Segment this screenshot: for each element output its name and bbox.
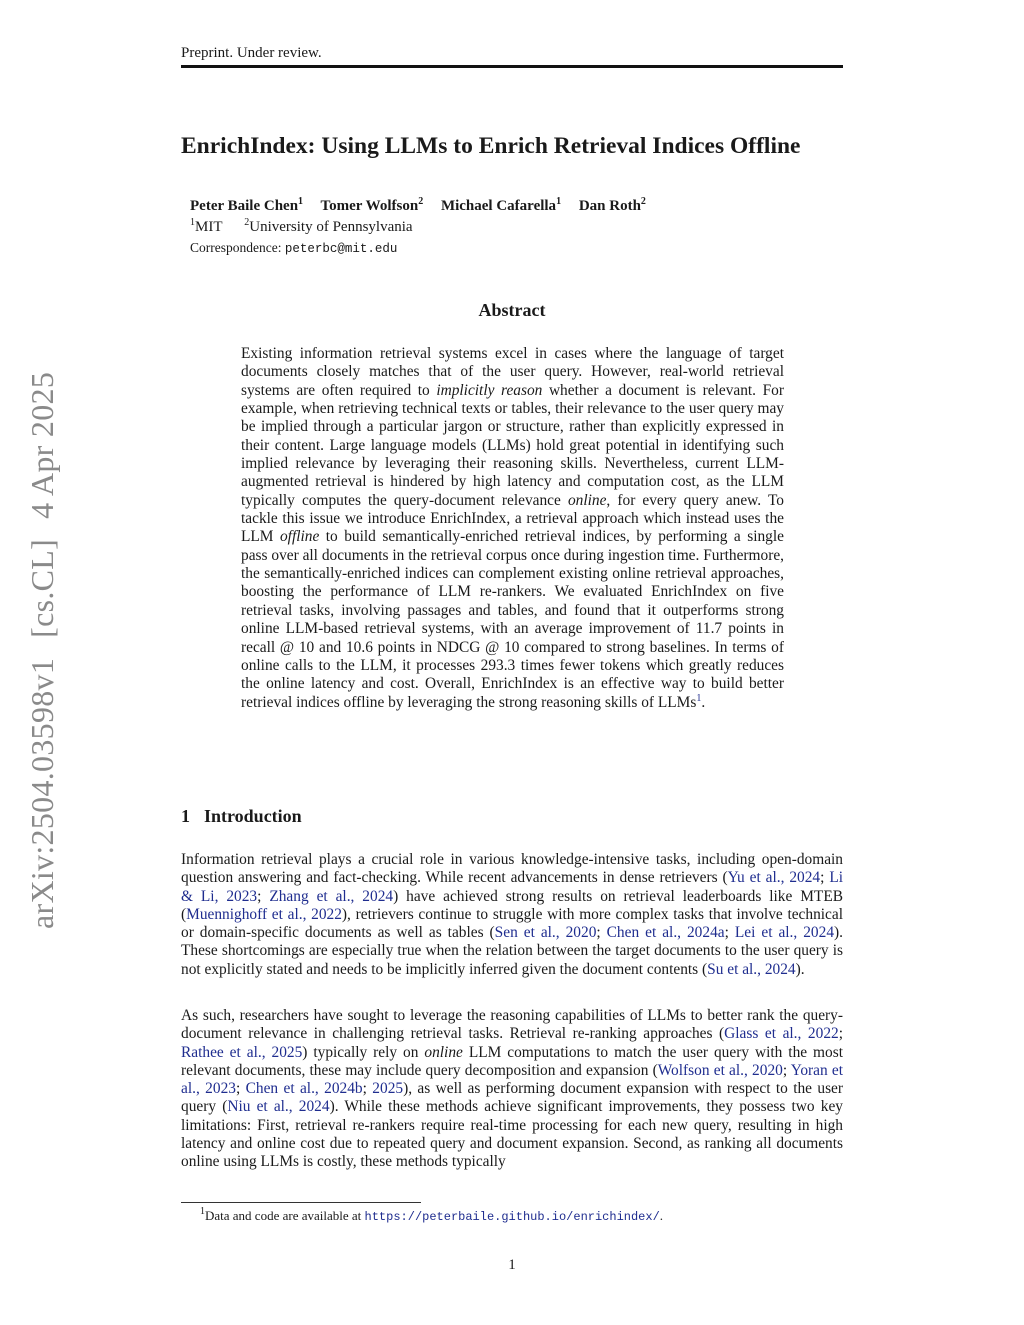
affiliation-list: [190, 217, 850, 237]
citation-link[interactable]: Chen et al., 2024b: [245, 1080, 363, 1098]
paper-title: EnrichIndex: Using LLMs to Enrich Retrieval Indices Offline: [181, 133, 801, 159]
citation-link[interactable]: Su et al., 2024: [707, 960, 796, 978]
arxiv-category: [cs.CL]: [24, 538, 60, 638]
arxiv-stamp: [24, 359, 61, 929]
citation-link[interactable]: Yu et al., 2024: [727, 869, 821, 887]
footnote: $^1$Data and code are available at https://peterbaile.github.io/enrichindex/.: [200, 1206, 664, 1224]
email-link[interactable]: peterbc@mit.edu: [284, 242, 398, 256]
citation-link[interactable]: Li & Li, 2023: [181, 869, 843, 905]
page-header: [181, 44, 843, 68]
citation-link[interactable]: 2025: [372, 1080, 404, 1098]
citation-link[interactable]: Muennighoff et al., 2022: [186, 905, 342, 923]
affiliation: $^1$MIT: [190, 217, 223, 235]
citation-link[interactable]: Rathee et al., 2025: [181, 1043, 303, 1061]
citation-link[interactable]: Wolfson et al., 2020: [657, 1061, 783, 1079]
arxiv-date: 4 Apr 2025: [24, 371, 60, 519]
footnote-divider: [181, 1202, 421, 1203]
citation-link[interactable]: Zhang et al., 2024: [269, 887, 394, 905]
author: Dan Roth$^2$: [578, 196, 646, 214]
author: Michael Cafarella$^1$: [440, 196, 562, 214]
correspondence: Correspondence: peterbc@mit.edu: [190, 240, 398, 256]
page-number: 1: [508, 1257, 516, 1273]
arxiv-id[interactable]: arXiv:2504.03598v1: [24, 657, 60, 929]
citation-link[interactable]: Glass et al., 2022: [724, 1025, 839, 1043]
citation-link[interactable]: Lei et al., 2024: [734, 924, 835, 942]
footnote-ref[interactable]: 1: [696, 692, 702, 704]
intro-paragraph-1: Information retrieval plays a crucial role in various knowledge-intensive tasks, including open-domain question answering and fact-checking. While recent advancements in dense retrievers (Yu et al., 2024; Li & Li, 2023; Zhang et al., 2024) have achieved strong results on retrieval leaderboards like MTEB (Muennighoff et al., 2022), retrievers continue to struggle with more complex tasks that involve technical or domain-specific documents as well as tables (Sen et al., 2020; Chen et al., 2024a; Lei et al., 2024). These shortcomings are especially true when the relation between the target documents to the user query is not explicitly stated and needs to be implicitly inferred given the document contents (Su et al., 2024).: [181, 851, 843, 978]
abstract-body: Existing information retrieval systems excel in cases where the language of target documents closely matches that of the user query. However, real-world retrieval systems are often required to implicitly reason whether a document is relevant. For example, when retrieving technical texts or tables, their relevance to the user query may be implied through a particular jargon or structure, rather than explicitly expressed in their content. Large language models (LLMs) hold great potential in identifying such implied relevance by leveraging their reasoning skills. Nevertheless, current LLM-augmented retrieval is hindered by high latency and computation cost, as the LLM typically computes the query-document relevance online, for every query anew. To tackle this issue we introduce EnrichIndex, a retrieval approach which instead uses the LLM offline to build semantically-enriched retrieval indices, by performing a single pass over all documents in the retrieval corpus once during ingestion time. Furthermore, the semantically-enriched indices can complement existing online retrieval approaches, boosting the performance of LLM re-rankers. We evaluated EnrichIndex on five retrieval tasks, involving passages and tables, and found that it outperforms strong online LLM-based retrieval systems, with an average improvement of 11.7 points in recall @ 10 and 10.6 points in NDCG @ 10 compared to strong baselines. In terms of online calls to the LLM, it processes 293.3 times fewer tokens which greatly reduces the online latency and cost. Overall, EnrichIndex is an effective way to build better retrieval indices offline by leveraging the strong reasoning skills of LLMs$^1$.: [241, 345, 784, 711]
footnote-url-link[interactable]: https://peterbaile.github.io/enrichindex/: [364, 1210, 660, 1224]
citation-link[interactable]: Yoran et al., 2023: [181, 1061, 843, 1098]
affiliation: $^2$University of Pennsylvania: [244, 217, 413, 235]
author-block: [190, 196, 850, 259]
section-heading-introduction: 1 Introduction: [181, 806, 302, 826]
citation-link[interactable]: Sen et al., 2020: [494, 924, 597, 942]
author: Tomer Wolfson$^2$: [320, 196, 424, 214]
abstract-heading: Abstract: [478, 300, 546, 320]
intro-paragraph-2: As such, researchers have sought to leverage the reasoning capabilities of LLMs to better rank the query-document relevance in challenging retrieval tasks. Retrieval re-ranking approaches (Glass et al., 2022; Rathee et al., 2025) typically rely on online LLM computations to match the user query with the most relevant documents, these may include query decomposition and expansion (Wolfson et al., 2020; Yoran et al., 2023; Chen et al., 2024b; 2025), as well as performing document expansion with respect to the user query (Niu et al., 2024). While these methods achieve significant improvements, they possess two key limitations: First, retrieval re-rankers require real-time processing for each new query, resulting in high latency and online cost due to repeated query and document expansion. Second, as ranking all documents online using LLMs is costly, these methods typically: [181, 1007, 844, 1171]
citation-link[interactable]: Chen et al., 2024a: [606, 924, 725, 942]
author: Peter Baile Chen$^1$: [190, 196, 304, 214]
citation-link[interactable]: Niu et al., 2024: [227, 1098, 330, 1116]
author-list: [190, 196, 850, 216]
preprint-notice: Preprint. Under review.: [181, 45, 322, 61]
